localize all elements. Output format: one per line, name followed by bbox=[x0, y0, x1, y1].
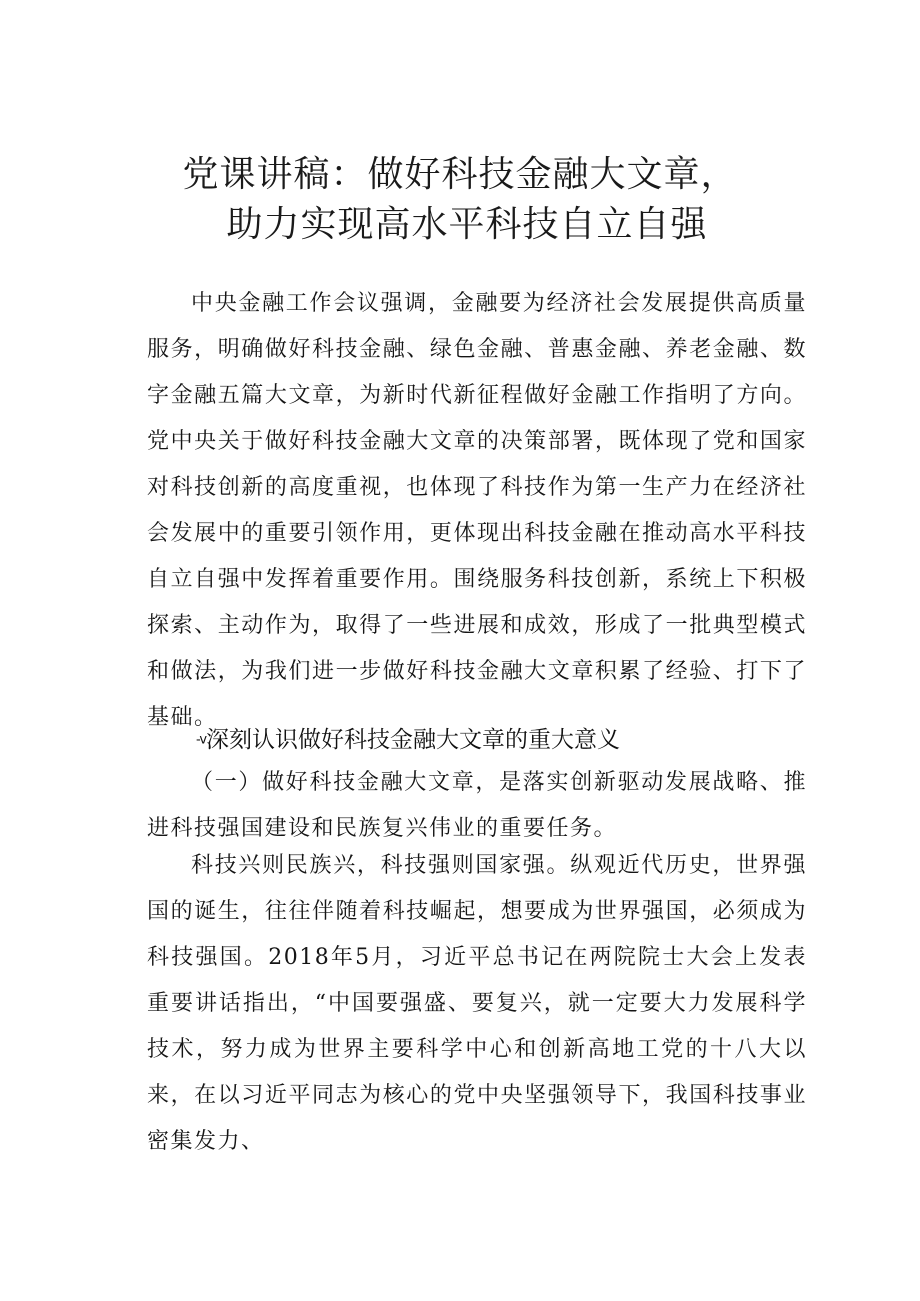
paragraph-subheading: （一）做好科技金融大文章，是落实创新驱动发展战略、推进科技强国建设和民族复兴伟业的重要任务。 bbox=[147, 770, 807, 841]
section-heading-1 bbox=[196, 717, 816, 764]
document-title bbox=[0, 150, 920, 250]
paragraph-intro: 中央金融工作会议强调，金融要为经济社会发展提供高质量服务，明确做好科技金融、绿色金融、普惠金融、养老金融、数字金融五篇大文章，为新时代新征程做好金融工作指明了方向。党中央关于做好科技金融大文章的决策部署，既体现了党和国家对科技创新的高度重视，也体现了科技作为第一生产力在经济社会发展中的重要引领作用，更体现出科技金融在推动高水平科技自立自强中发挥着重要作用。围绕服务科技创新，系统上下积极探索、主动作为，取得了一些进展和成效，形成了一批典型模式和做法，为我们进一步做好科技金融大文章积累了经验、打下了基础。 bbox=[147, 291, 807, 730]
title-line-1: 党课讲稿：做好科技金融大文章， bbox=[182, 154, 738, 195]
paragraph-body: 科技兴则民族兴，科技强则国家强。纵观近代历史，世界强国的诞生，往往伴随着科技崛起，想要成为世界强国，必须成为科技强国。2018年5月，习近平总书记在两院院士大会上发表重要讲话指出，“中国要强盛、要复兴，就一定要大力发展科学技术，努力成为世界主要科学中心和创新高地工党的十八大以来，在以习近平同志为核心的党中央坚强领导下，我国科技事业密集发力、 bbox=[147, 853, 807, 1154]
title-line-2: 助力实现高水平科技自立自强 bbox=[226, 204, 708, 245]
section-heading-marker: -v bbox=[196, 732, 207, 748]
section-heading-text: 深刻认识做好科技金融大文章的重大意义 bbox=[206, 727, 621, 753]
